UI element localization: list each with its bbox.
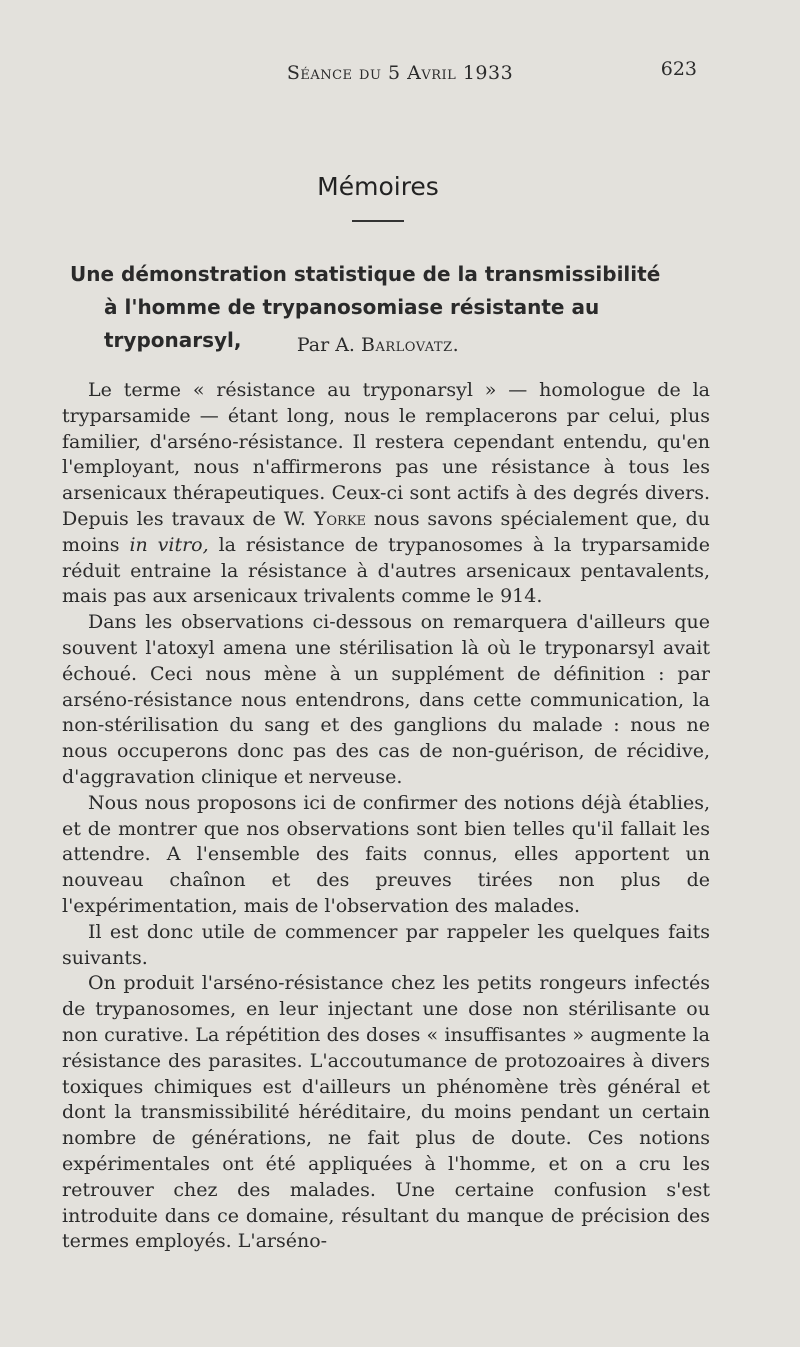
page-number: 623 bbox=[660, 58, 697, 80]
paragraph-2: Dans les observations ci-dessous on remarquera d'ailleurs que souvent l'atoxyl amena une stérilisation là où le tryponarsyl avait échoué. Ceci nous mène à un supplément de définition : par arséno-résistance nous entendrons, dans cette communication, la non-stérilisation du sang et des ganglions du malade : nous ne nous occuperons donc pas des cas de non-guérison, de récidive, d'aggravation clinique et nerveuse. bbox=[62, 611, 710, 788]
byline bbox=[0, 334, 756, 356]
article-title-line-2: à l'homme de trypanosomiase résistante au tryponarsyl, bbox=[104, 295, 600, 352]
paragraph-1-part-b: nous savons spécialement que, du moins bbox=[62, 507, 710, 556]
paragraph-1-part-a: Le terme « résistance au tryponarsyl » — homologue de la tryparsamide — étant long, nous le remplacerons par celui, plus familier, d'arséno-résistance. Il restera cependant entendu, qu'en l'employant, nous n'affirmerons pas une résistance à tous les arsenicaux thérapeutiques. Ceux-ci sont actifs à des degrés divers. Depuis les travaux de W. bbox=[62, 379, 710, 530]
section-title: Mémoires bbox=[317, 172, 439, 201]
running-head-text: Séance du 5 Avril bbox=[286, 62, 457, 84]
paragraph-1-part-c: la résistance de trypanosomes à la tryparsamide réduit entraine la résistance à d'autres arsenicaux pentavalents, mais pas aux arsenicaux trivalents comme le 914. bbox=[62, 533, 710, 608]
article-title-line-1: Une démonstration statistique de la transmissibilité bbox=[70, 262, 661, 286]
paragraph-5: On produit l'arséno-résistance chez les petits rongeurs infectés de trypanosomes, en leur injectant une dose non stérilisante ou non curative. La répétition des doses « insuffisantes » augmente la résistance des parasites. L'accoutumance de protozoaires à divers toxiques chimiques est d'ailleurs un phénomène très général et dont la transmissibilité héréditaire, du moins pendant un certain nombre de générations, ne fait plus de doute. Ces notions expérimentales ont été appliquées à l'homme, et on a cru les retrouver chez des malades. Une certaine confusion s'est introduite dans ce domaine, résultant du manque de précision des termes employés. L'arséno- bbox=[62, 972, 710, 1253]
section-divider bbox=[352, 220, 404, 222]
italic-phrase: in vitro, bbox=[129, 533, 209, 556]
article-body bbox=[62, 378, 710, 1255]
cited-author: Yorke bbox=[313, 507, 367, 530]
paragraph-1 bbox=[62, 378, 710, 610]
paragraph-4: Il est donc utile de commencer par rappeler les quelques faits suivants. bbox=[62, 920, 710, 969]
byline-prefix: Par A. bbox=[296, 334, 355, 356]
author-name: Barlovatz. bbox=[361, 334, 460, 356]
paragraph-3: Nous nous proposons ici de confirmer des notions déjà établies, et de montrer que nos observations sont bien telles qu'il fallait les attendre. A l'ensemble des faits connus, elles apportent un nouveau chaînon et des preuves tirées non plus de l'expérimentation, mais de l'observation des malades. bbox=[62, 791, 710, 917]
running-head-year: 1933 bbox=[462, 62, 514, 84]
